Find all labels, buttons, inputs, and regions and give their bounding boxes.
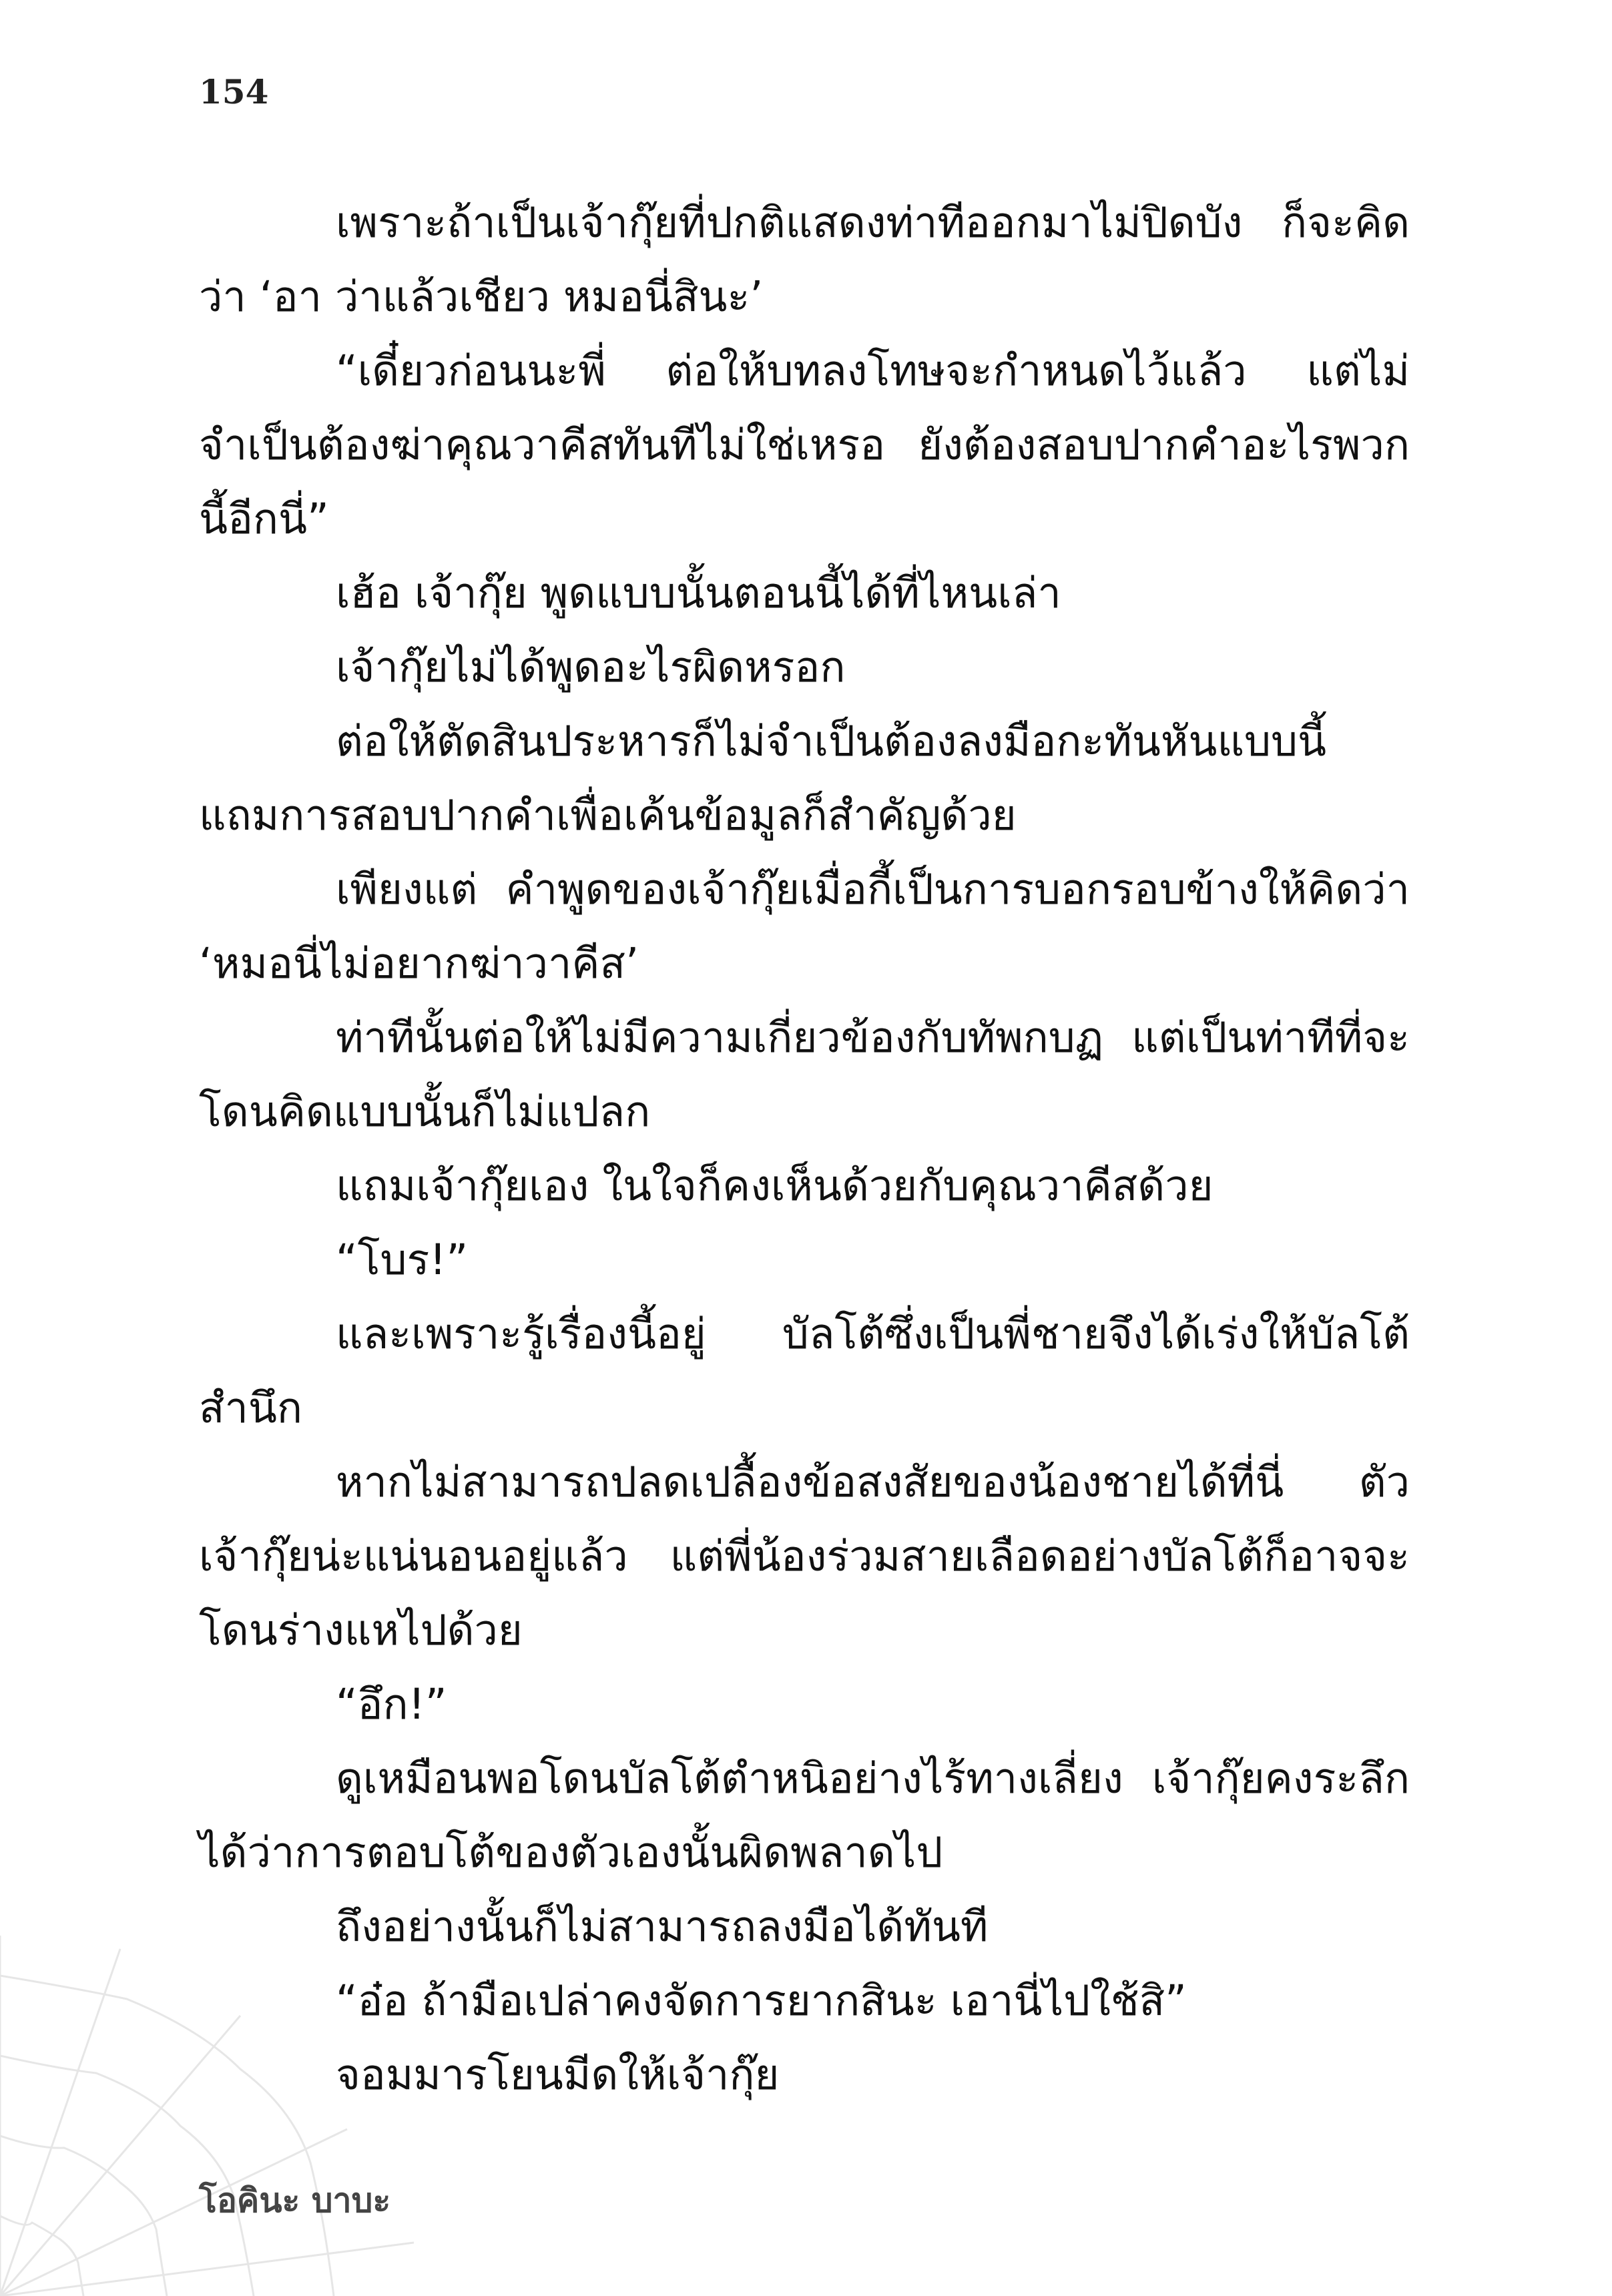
paragraph: ท่าทีนั้นต่อให้ไม่มีความเกี่ยวข้องกับทัพกบฏ แต่เป็นท่าทีที่จะโดนคิดแบบนั้นก็ไม่แปลก: [199, 1013, 1410, 1136]
paragraph: และเพราะรู้เรื่องนี้อยู่ บัลโต้ซึ่งเป็นพี่ชายจึงได้เร่งให้บัลโต้สำนึก: [199, 1310, 1410, 1432]
paragraph: แถมเจ้ากุ๊ยเอง ในใจก็คงเห็นด้วยกับคุณวาคีสด้วย: [336, 1161, 1214, 1210]
paragraph: เฮ้อ เจ้ากุ๊ย พูดแบบนั้นตอนนี้ได้ที่ไหนเล่า: [336, 569, 1061, 617]
paragraph: “อึก!”: [336, 1680, 447, 1729]
spider-web-icon: [0, 1936, 414, 2296]
paragraph: ดูเหมือนพอโดนบัลโต้ตำหนิอย่างไร้ทางเลี่ยง เจ้ากุ๊ยคงระลึกได้ว่าการตอบโต้ของตัวเองนั้นผิดพลาดไป: [199, 1754, 1410, 1877]
page-number: 154: [199, 72, 269, 111]
paragraph: เพราะถ้าเป็นเจ้ากุ๊ยที่ปกติแสดงท่าทีออกมาไม่ปิดบัง ก็จะคิดว่า ‘อา ว่าแล้วเชียว หมอนี่สินะ’: [199, 198, 1410, 321]
paragraph: ต่อให้ตัดสินประหารก็ไม่จำเป็นต้องลงมือกะทันหันแบบนี้ แถมการสอบปากคำเพื่อเค้นข้อมูลก็สำคัญด้วย: [199, 717, 1327, 840]
body-text: [199, 186, 1410, 2112]
paragraph: “โบร!”: [336, 1235, 469, 1284]
paragraph: เจ้ากุ๊ยไม่ได้พูดอะไรผิดหรอก: [336, 643, 846, 691]
paragraph: “เดี๋ยวก่อนนะพี่ ต่อให้บทลงโทษจะกำหนดไว้แล้ว แต่ไม่จำเป็นต้องฆ่าคุณวาคีสทันทีไม่ใช่เหรอ ยังต้องสอบปากคำอะไรพวกนี้อีกนี่”: [199, 346, 1410, 543]
paragraph: จอมมารโยนมีดให้เจ้ากุ๊ย: [336, 2050, 780, 2099]
footer-author: โอคินะ บาบะ: [199, 2181, 391, 2220]
paragraph: เพียงแต่ คำพูดของเจ้ากุ๊ยเมื่อกี้เป็นการบอกรอบข้างให้คิดว่า ‘หมอนี่ไม่อยากฆ่าวาคีส’: [199, 865, 1410, 988]
paragraph: “อ๋อ ถ้ามือเปล่าคงจัดการยากสินะ เอานี่ไปใช้สิ”: [336, 1976, 1187, 2025]
paragraph: หากไม่สามารถปลดเปลื้องข้อสงสัยของน้องชายได้ที่นี่ ตัวเจ้ากุ๊ยน่ะแน่นอนอยู่แล้ว แต่พี่น้องร่วมสายเลือดอย่างบัลโต้ก็อาจจะโดนร่างแหไปด้วย: [199, 1458, 1410, 1655]
paragraph: ถึงอย่างนั้นก็ไม่สามารถลงมือได้ทันที: [336, 1902, 989, 1951]
